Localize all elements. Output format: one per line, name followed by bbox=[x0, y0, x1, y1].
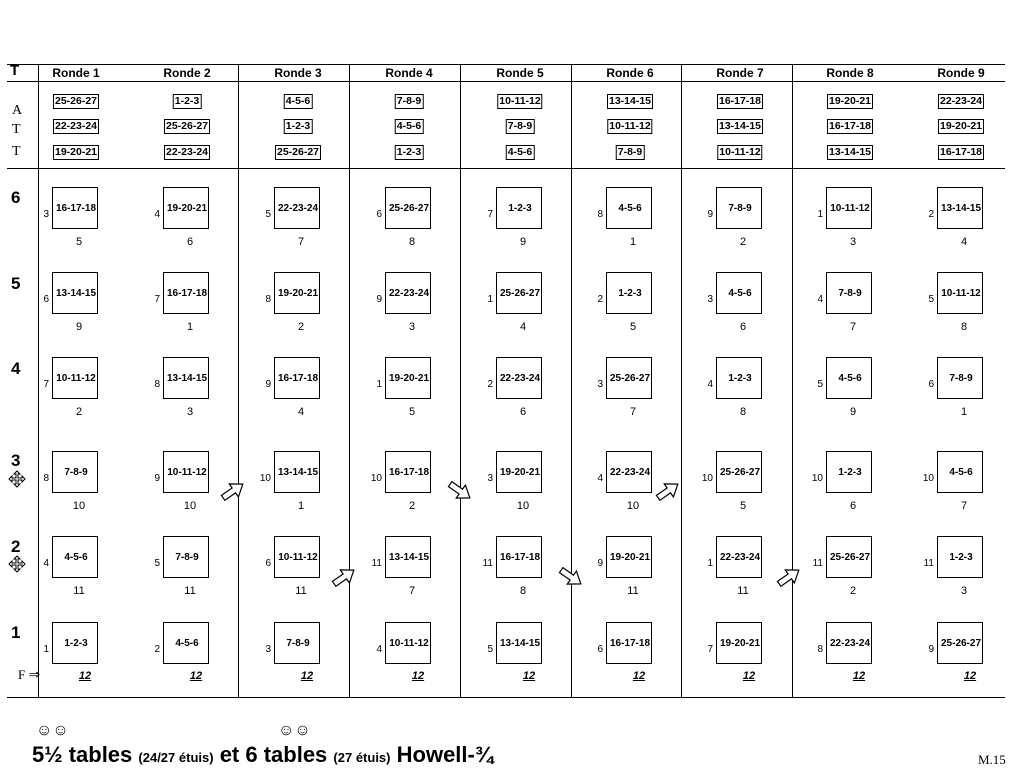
table-below-number: 7 bbox=[960, 500, 968, 512]
table-left-number: 8 bbox=[817, 644, 823, 655]
att-box: 10-11-12 bbox=[609, 120, 651, 132]
round-header: Ronde 7 bbox=[716, 66, 764, 80]
column-divider bbox=[571, 64, 572, 697]
table-box-label: 1-2-3 bbox=[508, 203, 532, 214]
table-left-number: 5 bbox=[817, 379, 823, 390]
table-box-label: 10-11-12 bbox=[389, 638, 429, 649]
table-box-label: 19-20-21 bbox=[388, 373, 430, 384]
arrow-down-right-icon bbox=[444, 476, 476, 506]
table-left-number: 1 bbox=[376, 379, 382, 390]
table-below-number: 6 bbox=[849, 500, 857, 512]
round-header: Ronde 5 bbox=[496, 66, 544, 80]
att-box: 13-14-15 bbox=[608, 95, 652, 107]
table-left-number: 6 bbox=[43, 294, 49, 305]
title-small-1: (24/27 étuis) bbox=[138, 750, 214, 765]
att-letter-t1: T bbox=[12, 122, 21, 137]
table-box-label: 7-8-9 bbox=[175, 552, 199, 563]
table-below-number: 2 bbox=[408, 500, 416, 512]
column-divider bbox=[792, 64, 793, 697]
table-left-number: 2 bbox=[487, 379, 493, 390]
table-left-number: 9 bbox=[265, 379, 271, 390]
table-box-label: 19-20-21 bbox=[277, 288, 319, 299]
table-left-number: 8 bbox=[597, 209, 603, 220]
table-left-number: 10 bbox=[701, 473, 713, 484]
table-below-number: 4 bbox=[960, 236, 968, 248]
att-box: 10-11-12 bbox=[719, 146, 761, 158]
final-row-label bbox=[18, 667, 40, 684]
header-bottom-rule bbox=[7, 81, 1005, 82]
att-box: 7-8-9 bbox=[617, 146, 643, 158]
att-box: 16-17-18 bbox=[939, 146, 983, 158]
table-box-label: 13-14-15 bbox=[55, 288, 97, 299]
table-below-number: 1 bbox=[186, 321, 194, 333]
final-value: 12 bbox=[189, 670, 203, 682]
final-value: 12 bbox=[852, 670, 866, 682]
table-below-number: 2 bbox=[849, 585, 857, 597]
att-box: 22-23-24 bbox=[54, 120, 98, 132]
table-bottom-rule bbox=[7, 697, 1005, 698]
table-left-number: 9 bbox=[928, 644, 934, 655]
table-box-label: 10-11-12 bbox=[56, 373, 96, 384]
table-box-label: 19-20-21 bbox=[499, 467, 541, 478]
table-left-number: 1 bbox=[43, 644, 49, 655]
table-left-number: 5 bbox=[487, 644, 493, 655]
page-reference: M.15 bbox=[978, 752, 1006, 767]
table-box-label: 22-23-24 bbox=[719, 552, 761, 563]
table-below-number: 10 bbox=[626, 500, 640, 512]
table-left-number: 8 bbox=[265, 294, 271, 305]
table-box-label: 1-2-3 bbox=[728, 373, 752, 384]
table-below-number: 8 bbox=[739, 406, 747, 418]
table-below-number: 10 bbox=[516, 500, 530, 512]
round-header: Ronde 8 bbox=[826, 66, 874, 80]
table-below-number: 8 bbox=[519, 585, 527, 597]
table-box-label: 22-23-24 bbox=[499, 373, 541, 384]
round-header: Ronde 2 bbox=[163, 66, 211, 80]
page-title bbox=[32, 742, 493, 768]
table-left-number: 11 bbox=[812, 558, 823, 569]
table-below-number: 5 bbox=[739, 500, 747, 512]
table-box-label: 4-5-6 bbox=[838, 373, 862, 384]
table-below-number: 11 bbox=[73, 585, 85, 597]
att-box: 4-5-6 bbox=[396, 120, 422, 132]
table-left-number: 2 bbox=[597, 294, 603, 305]
table-below-number: 4 bbox=[297, 406, 305, 418]
table-left-number: 3 bbox=[707, 294, 713, 305]
table-below-number: 9 bbox=[519, 236, 527, 248]
table-box-label: 4-5-6 bbox=[64, 552, 88, 563]
table-below-number: 5 bbox=[629, 321, 637, 333]
table-left-number: 11 bbox=[923, 558, 934, 569]
table-box-label: 13-14-15 bbox=[166, 373, 208, 384]
column-divider bbox=[460, 64, 461, 697]
att-box: 10-11-12 bbox=[499, 95, 541, 107]
table-box-label: 25-26-27 bbox=[940, 638, 982, 649]
att-letter-t2: T bbox=[12, 144, 21, 159]
table-box-label: 1-2-3 bbox=[64, 638, 88, 649]
table-below-number: 11 bbox=[627, 585, 639, 597]
table-below-number: 6 bbox=[186, 236, 194, 248]
table-left-number: 3 bbox=[487, 473, 493, 484]
att-box: 1-2-3 bbox=[396, 146, 422, 158]
title-small-2: (27 étuis) bbox=[333, 750, 391, 765]
table-left-number: 5 bbox=[154, 558, 160, 569]
table-left-number: 4 bbox=[707, 379, 713, 390]
round-header: Ronde 9 bbox=[937, 66, 985, 80]
table-box-label: 22-23-24 bbox=[829, 638, 871, 649]
round-header: Ronde 4 bbox=[385, 66, 433, 80]
table-box-label: 4-5-6 bbox=[728, 288, 752, 299]
att-box: 25-26-27 bbox=[54, 95, 98, 107]
table-below-number: 2 bbox=[297, 321, 305, 333]
table-box-label: 10-11-12 bbox=[167, 467, 207, 478]
att-box: 22-23-24 bbox=[165, 146, 209, 158]
table-row-label: 5 bbox=[11, 274, 21, 293]
att-box: 1-2-3 bbox=[174, 95, 200, 107]
table-left-number: 4 bbox=[43, 558, 49, 569]
table-left-number: 7 bbox=[154, 294, 160, 305]
att-bottom-rule bbox=[7, 168, 1005, 169]
round-header: Ronde 1 bbox=[52, 66, 100, 80]
table-box-label: 19-20-21 bbox=[609, 552, 651, 563]
table-below-number: 3 bbox=[186, 406, 194, 418]
table-left-number: 7 bbox=[487, 209, 493, 220]
smiley-right: ☺☺ bbox=[278, 722, 311, 739]
att-box: 7-8-9 bbox=[507, 120, 533, 132]
table-box-label: 13-14-15 bbox=[499, 638, 541, 649]
table-left-number: 7 bbox=[707, 644, 713, 655]
table-below-number: 7 bbox=[629, 406, 637, 418]
corner-label: T bbox=[10, 62, 20, 79]
table-below-number: 6 bbox=[739, 321, 747, 333]
table-box-label: 7-8-9 bbox=[64, 467, 88, 478]
table-below-number: 3 bbox=[960, 585, 968, 597]
table-left-number: 1 bbox=[817, 209, 823, 220]
table-below-number: 10 bbox=[183, 500, 197, 512]
table-left-number: 3 bbox=[597, 379, 603, 390]
table-left-number: 9 bbox=[376, 294, 382, 305]
table-left-number: 3 bbox=[43, 209, 49, 220]
table-box-label: 16-17-18 bbox=[499, 552, 541, 563]
table-below-number: 9 bbox=[75, 321, 83, 333]
table-box-label: 4-5-6 bbox=[949, 467, 973, 478]
table-box-label: 7-8-9 bbox=[838, 288, 862, 299]
table-below-number: 1 bbox=[960, 406, 968, 418]
table-box-label: 22-23-24 bbox=[277, 203, 319, 214]
table-below-number: 7 bbox=[297, 236, 305, 248]
round-header: Ronde 6 bbox=[606, 66, 654, 80]
table-left-number: 1 bbox=[487, 294, 493, 305]
table-below-number: 2 bbox=[739, 236, 747, 248]
table-box-label: 13-14-15 bbox=[940, 203, 982, 214]
final-value: 12 bbox=[411, 670, 425, 682]
table-box-label: 16-17-18 bbox=[55, 203, 97, 214]
final-value: 12 bbox=[300, 670, 314, 682]
table-row-label: 2 bbox=[11, 537, 21, 556]
table-box-label: 10-11-12 bbox=[941, 288, 981, 299]
table-box-label: 13-14-15 bbox=[277, 467, 319, 478]
table-box-label: 13-14-15 bbox=[388, 552, 430, 563]
arrow-up-right-icon bbox=[652, 476, 684, 506]
table-left-number: 10 bbox=[811, 473, 823, 484]
table-box-label: 7-8-9 bbox=[949, 373, 973, 384]
att-box: 16-17-18 bbox=[828, 120, 872, 132]
table-below-number: 6 bbox=[519, 406, 527, 418]
table-below-number: 11 bbox=[737, 585, 749, 597]
table-left-number: 4 bbox=[376, 644, 382, 655]
table-left-number: 10 bbox=[370, 473, 382, 484]
att-box: 16-17-18 bbox=[718, 95, 762, 107]
table-row-label: 4 bbox=[11, 359, 21, 378]
table-below-number: 5 bbox=[408, 406, 416, 418]
table-row-label: 6 bbox=[11, 188, 21, 207]
table-box-label: 16-17-18 bbox=[277, 373, 319, 384]
att-box: 25-26-27 bbox=[165, 120, 209, 132]
att-box: 13-14-15 bbox=[828, 146, 872, 158]
smiley-left: ☺☺ bbox=[36, 722, 69, 739]
table-below-number: 8 bbox=[408, 236, 416, 248]
title-part-3: Howell-¾ bbox=[396, 742, 494, 767]
table-left-number: 3 bbox=[265, 644, 271, 655]
arrow-up-right-icon bbox=[773, 562, 805, 592]
table-below-number: 1 bbox=[297, 500, 305, 512]
final-value: 12 bbox=[632, 670, 646, 682]
table-box-label: 19-20-21 bbox=[719, 638, 761, 649]
table-below-number: 11 bbox=[295, 585, 307, 597]
att-box: 13-14-15 bbox=[718, 120, 762, 132]
table-box-label: 25-26-27 bbox=[609, 373, 651, 384]
table-left-number: 7 bbox=[43, 379, 49, 390]
table-box-label: 7-8-9 bbox=[728, 203, 752, 214]
final-value: 12 bbox=[742, 670, 756, 682]
table-left-number: 9 bbox=[707, 209, 713, 220]
final-value: 12 bbox=[522, 670, 536, 682]
table-below-number: 3 bbox=[849, 236, 857, 248]
att-box: 4-5-6 bbox=[507, 146, 533, 158]
table-box-label: 4-5-6 bbox=[175, 638, 199, 649]
table-left-number: 4 bbox=[817, 294, 823, 305]
table-below-number: 11 bbox=[184, 585, 196, 597]
att-box: 7-8-9 bbox=[396, 95, 422, 107]
table-left-number: 1 bbox=[707, 558, 713, 569]
table-left-number: 5 bbox=[928, 294, 934, 305]
column-divider bbox=[681, 64, 682, 697]
table-box-label: 10-11-12 bbox=[278, 552, 318, 563]
table-left-number: 10 bbox=[922, 473, 934, 484]
table-below-number: 10 bbox=[72, 500, 86, 512]
round-header: Ronde 3 bbox=[274, 66, 322, 80]
table-box-label: 22-23-24 bbox=[388, 288, 430, 299]
table-below-number: 7 bbox=[408, 585, 416, 597]
table-left-number: 6 bbox=[265, 558, 271, 569]
table-box-label: 19-20-21 bbox=[166, 203, 208, 214]
att-box: 19-20-21 bbox=[54, 146, 98, 158]
title-part-2: et 6 tables bbox=[219, 742, 328, 767]
table-box-label: 25-26-27 bbox=[829, 552, 871, 563]
att-letter-a: A bbox=[12, 103, 23, 118]
final-label-f: F bbox=[18, 667, 26, 682]
table-box-label: 25-26-27 bbox=[388, 203, 430, 214]
table-below-number: 3 bbox=[408, 321, 416, 333]
column-divider bbox=[238, 64, 239, 697]
att-box: 22-23-24 bbox=[939, 95, 983, 107]
table-left-number: 2 bbox=[928, 209, 934, 220]
table-box-label: 10-11-12 bbox=[830, 203, 870, 214]
table-box-label: 16-17-18 bbox=[609, 638, 651, 649]
table-below-number: 1 bbox=[629, 236, 637, 248]
table-left-number: 8 bbox=[43, 473, 49, 484]
table-left-number: 4 bbox=[597, 473, 603, 484]
table-below-number: 7 bbox=[849, 321, 857, 333]
table-left-number: 4 bbox=[154, 209, 160, 220]
table-below-number: 5 bbox=[75, 236, 83, 248]
title-part-1: 5½ tables bbox=[32, 742, 133, 767]
table-left-number: 6 bbox=[376, 209, 382, 220]
table-left-number: 5 bbox=[265, 209, 271, 220]
table-row-label: 1 bbox=[11, 623, 21, 642]
table-below-number: 4 bbox=[519, 321, 527, 333]
table-box-label: 1-2-3 bbox=[838, 467, 862, 478]
column-divider bbox=[349, 64, 350, 697]
att-box: 19-20-21 bbox=[828, 95, 872, 107]
table-box-label: 22-23-24 bbox=[609, 467, 651, 478]
arrow-up-right-icon bbox=[328, 562, 360, 592]
arrow-right-icon: ⇒ bbox=[28, 668, 41, 683]
table-below-number: 2 bbox=[75, 406, 83, 418]
table-below-number: 8 bbox=[960, 321, 968, 333]
table-box-label: 7-8-9 bbox=[286, 638, 310, 649]
arrow-up-right-icon bbox=[217, 476, 249, 506]
arrow-down-right-icon bbox=[555, 562, 587, 592]
table-left-number: 9 bbox=[154, 473, 160, 484]
table-left-number: 2 bbox=[154, 644, 160, 655]
table-left-number: 9 bbox=[597, 558, 603, 569]
table-left-number: 6 bbox=[597, 644, 603, 655]
att-box: 4-5-6 bbox=[285, 95, 311, 107]
table-below-number: 9 bbox=[849, 406, 857, 418]
final-value: 12 bbox=[963, 670, 977, 682]
header-top-rule bbox=[7, 64, 1005, 65]
table-left-number: 8 bbox=[154, 379, 160, 390]
table-box-label: 16-17-18 bbox=[166, 288, 208, 299]
att-box: 1-2-3 bbox=[285, 120, 311, 132]
final-value: 12 bbox=[78, 670, 92, 682]
att-box: 25-26-27 bbox=[276, 146, 320, 158]
table-box-label: 25-26-27 bbox=[499, 288, 541, 299]
table-left-number: 6 bbox=[928, 379, 934, 390]
table-box-label: 1-2-3 bbox=[949, 552, 973, 563]
four-way-arrow-icon bbox=[8, 470, 26, 488]
table-left-number: 10 bbox=[259, 473, 271, 484]
table-left-number: 11 bbox=[482, 558, 493, 569]
table-left-number: 11 bbox=[371, 558, 382, 569]
table-box-label: 16-17-18 bbox=[388, 467, 430, 478]
table-box-label: 4-5-6 bbox=[618, 203, 642, 214]
table-box-label: 25-26-27 bbox=[719, 467, 761, 478]
table-box-label: 1-2-3 bbox=[618, 288, 642, 299]
four-way-arrow-icon bbox=[8, 555, 26, 573]
att-box: 19-20-21 bbox=[939, 120, 983, 132]
table-row-label: 3 bbox=[11, 451, 21, 470]
